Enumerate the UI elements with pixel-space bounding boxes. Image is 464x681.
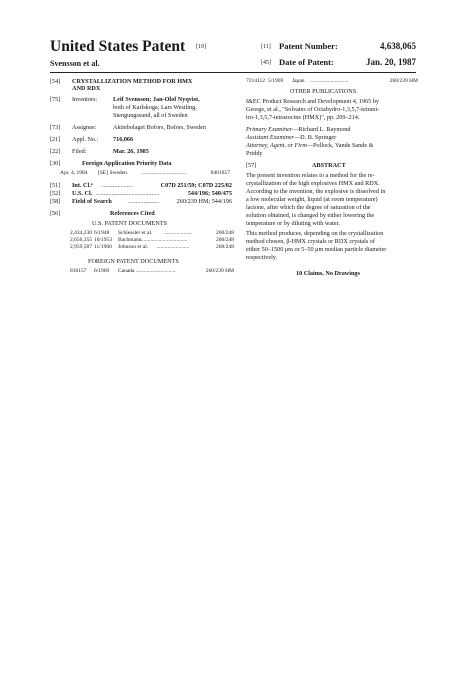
- foreign-number: 8401857: [210, 170, 230, 176]
- abstract-line: temperature or by diluting with water.: [246, 220, 340, 227]
- int-cl-value: C07D 251/59; C07D 225/02: [160, 182, 232, 189]
- int-cl-label: Int. Cl.⁴: [72, 182, 93, 189]
- foreign-doc-top-date: 5/1969: [268, 78, 284, 84]
- us-docs-list: [70, 230, 234, 251]
- us-cl-value-wrap: [188, 190, 232, 198]
- us-cl-label: U.S. Cl.: [72, 190, 93, 197]
- us-docs-heading: U.S. PATENT DOCUMENTS: [92, 220, 167, 227]
- title-code: [19]: [196, 44, 206, 50]
- foreign-doc-top: [246, 78, 418, 85]
- doc-number: 2,434,230: [70, 230, 92, 236]
- other-pubs-line2: George, et al., "Solvates of Octahydro-1,3,5,7-tetrani-: [246, 106, 380, 113]
- inventors-line1: Leif Svensson; Jan-Olof Nyqvist,: [113, 96, 200, 103]
- invention-title-line2: AND RDX: [72, 85, 101, 92]
- doc-date: 6/1969: [94, 268, 110, 274]
- foreign-heading: Foreign Application Priority Data: [82, 160, 172, 167]
- inventors-line2: both of Karlskoga; Lars Westling,: [113, 104, 197, 111]
- patent-number-code: [11]: [261, 44, 271, 50]
- abstract-line: lactone, after which the degree of saturation of the: [246, 204, 371, 211]
- int-cl-code: [51]: [50, 182, 61, 189]
- us-cl-code: [52]: [50, 190, 61, 197]
- filed-code: [22]: [50, 148, 61, 155]
- left-column: [50, 78, 234, 398]
- claims-summary: 10 Claims, No Drawings: [296, 270, 360, 277]
- patent-number: 4,638,065: [380, 41, 416, 51]
- primary-examiner: [246, 126, 351, 134]
- other-pubs-heading: OTHER PUBLICATIONS: [290, 88, 357, 95]
- doc-row: [70, 244, 234, 251]
- doc-row: [70, 230, 234, 237]
- doc-row: [70, 268, 234, 275]
- foreign-dots: ................................: [142, 170, 186, 176]
- field-code: [58]: [50, 198, 61, 205]
- attorney-value: —Pollock, Vande Sande &: [306, 142, 374, 149]
- doc-dots: .............................: [135, 268, 176, 274]
- inventor-short: Svensson et al.: [50, 59, 100, 68]
- doc-number: 816157: [70, 268, 87, 274]
- int-cl-dots: ....................: [102, 182, 133, 189]
- doc-name: Johnson et al.: [118, 244, 149, 250]
- patent-number-label: Patent Number:: [279, 41, 338, 51]
- appl-label: Appl. No.:: [72, 136, 99, 143]
- inventors-code: [75]: [50, 96, 61, 103]
- foreign-doc-top-number: 7214112: [246, 78, 266, 84]
- abstract-line: method chosen, β-HMX crystals or RDX crystals of: [246, 238, 375, 245]
- appl-value: 716,066: [113, 136, 134, 143]
- doc-date: 11/1960: [94, 244, 112, 250]
- appl-code: [21]: [50, 136, 61, 143]
- attorney-value2: Priddy: [246, 150, 263, 157]
- attorney-label: Attorney, Agent, or Firm: [246, 142, 307, 149]
- us-cl-dots: .........................................: [96, 190, 160, 197]
- date-code: [45]: [261, 60, 271, 66]
- us-cl-value: 544/196; 540/475: [187, 190, 232, 197]
- doc-date: 6/1948: [94, 230, 110, 236]
- abstract-heading: ABSTRACT: [312, 162, 346, 169]
- foreign-code: [30]: [50, 160, 61, 167]
- foreign-doc-top-name: Japan: [292, 78, 305, 84]
- primary-label: Primary Examiner: [246, 126, 293, 133]
- refs-code: [56]: [50, 210, 61, 217]
- other-pubs-line3: tro-1,3,5,7-tetrazocine (HMX)", pp. 209–214.: [246, 114, 360, 121]
- foreign-doc-top-dots: ............................: [310, 78, 349, 84]
- abstract-line: solution obtained, is changed by either lowering the: [246, 212, 375, 219]
- doc-class: 260/239 HM: [205, 268, 234, 274]
- abstract-line: respectively.: [246, 254, 278, 261]
- foreign-date: Apr. 4, 1984: [60, 170, 88, 176]
- doc-name: Canada: [118, 268, 135, 274]
- header-rule: [50, 72, 416, 73]
- abstract-heading-row: [246, 162, 418, 170]
- doc-class: 260/248: [215, 244, 234, 250]
- abstract-line: This method produces, depending on the crystallization: [246, 230, 384, 237]
- field-value: 260/239 HM; 544/196: [176, 198, 232, 205]
- patent-header: [50, 38, 416, 68]
- inventors-line3: Stengungssund, all of Sweden: [113, 112, 188, 119]
- filed-value: Mar. 26, 1985: [113, 148, 149, 155]
- foreign-priority-entry: [60, 170, 230, 177]
- foreign-doc-top-class: 260/239 HM: [389, 78, 418, 84]
- abstract-code: [57]: [246, 162, 257, 169]
- doc-class: 260/248: [215, 237, 234, 243]
- foreign-docs-heading: FOREIGN PATENT DOCUMENTS: [88, 258, 179, 265]
- doc-dots: ........................: [156, 244, 190, 250]
- doc-number: 2,959,587: [70, 244, 92, 250]
- inventors-label: Inventors:: [72, 96, 98, 103]
- abstract-line: The present invention relates to a method for the re-: [246, 172, 375, 179]
- abstract-paragraph-1: [246, 172, 418, 228]
- doc-class: 260/248: [215, 230, 234, 236]
- abstract-line: According to the invention, the explosive is dissolved in: [246, 188, 386, 195]
- foreign-country: [SE] Sweden: [98, 170, 127, 176]
- assistant-examiner: [246, 134, 336, 142]
- field-label: Field of Search: [72, 198, 112, 205]
- assignee-label: Assignee:: [72, 124, 97, 131]
- abstract-paragraph-2: [246, 230, 418, 262]
- field-dots: ....................: [128, 198, 159, 205]
- filed-label: Filed:: [72, 148, 87, 155]
- primary-value: —Richard L. Raymond: [292, 126, 351, 133]
- title-code-54: [54]: [50, 78, 61, 85]
- abstract-line: crystallization of the high explosives HMX and RDX.: [246, 180, 380, 187]
- doc-number: 2,656,355: [70, 237, 92, 243]
- abstract-line: either 50–1500 μm or 5–50 μm median particle diameter: [246, 246, 387, 253]
- other-pubs-line1: I&EC Product Research and Development 4, 1965 by: [246, 98, 380, 105]
- doc-name: Bachmann: [118, 237, 142, 243]
- attorney: [246, 142, 373, 150]
- doc-name: Schiessler et al.: [118, 230, 153, 236]
- doc-row: [70, 237, 234, 244]
- abstract-line: a low molecular weight, liquid (at room temperature): [246, 196, 378, 203]
- refs-heading: References Cited: [110, 210, 155, 217]
- assistant-value: —D. B. Springer: [293, 134, 337, 141]
- date-label: Date of Patent:: [279, 57, 334, 67]
- assistant-label: Assistant Examiner: [246, 134, 294, 141]
- foreign-docs-list: [70, 268, 234, 275]
- assignee-value: Aktiebolaget Bofors, Bofors, Sweden: [113, 124, 206, 131]
- doc-dots: ..................................: [140, 237, 188, 243]
- document-title: United States Patent: [50, 38, 186, 55]
- patent-date: Jan. 20, 1987: [365, 57, 416, 67]
- doc-dots: ....................: [164, 230, 192, 236]
- invention-title-line1: CRYSTALLIZATION METHOD FOR HMX: [72, 78, 193, 85]
- doc-date: 10/1953: [94, 237, 113, 243]
- assignee-code: [73]: [50, 124, 61, 131]
- right-column: [246, 78, 418, 398]
